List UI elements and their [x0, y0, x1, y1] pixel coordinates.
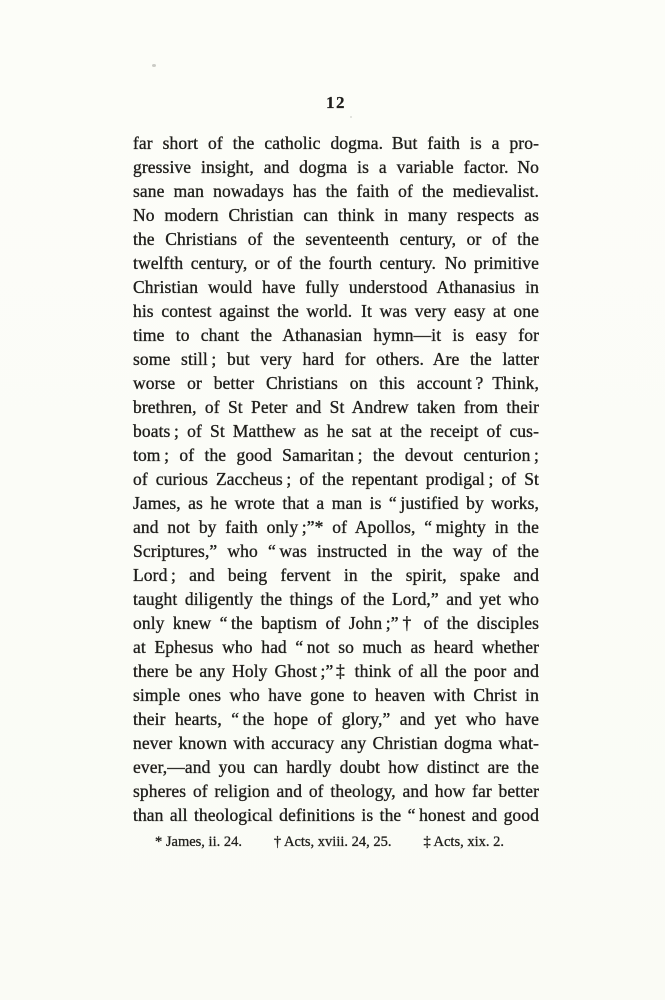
text-line: gressive insight, and dogma is a variable factor. No [133, 157, 539, 177]
text-line: twelfth century, or of the fourth century. No primitive [133, 253, 539, 273]
text-line: his contest against the world. It was very easy at one [133, 301, 539, 321]
text-line: brethren, of St Peter and St Andrew taken from their [133, 397, 539, 417]
text-line: simple ones who have gone to heaven with Christ in [133, 685, 539, 705]
body-text [133, 131, 539, 827]
text-line: some still ; but very hard for others. Are the latter [133, 349, 539, 369]
text-line: never known with accuracy any Christian dogma what- [133, 733, 539, 753]
text-line: James, as he wrote that a man is “ justified by works, [133, 493, 539, 513]
footnote-acts-xix: ‡ Acts, xix. 2. [423, 834, 504, 850]
scan-speck [350, 116, 352, 118]
text-line: their hearts, “ the hope of glory,” and yet who have [133, 709, 539, 729]
footnote-james: * James, ii. 24. [155, 834, 242, 850]
text-line: No modern Christian can think in many respects as [133, 205, 539, 225]
text-line: of curious Zaccheus ; of the repentant prodigal ; of St [133, 469, 539, 489]
text-line: boats ; of St Matthew as he sat at the receipt of cus- [133, 421, 539, 441]
text-line: at Ephesus who had “ not so much as heard whether [133, 637, 539, 657]
text-line: and not by faith only ;”* of Apollos, “ mighty in the [133, 517, 539, 537]
text-line: time to chant the Athanasian hymn—it is easy for [133, 325, 539, 345]
text-line: worse or better Christians on this account ? Think, [133, 373, 539, 393]
text-line: tom ; of the good Samaritan ; the devout centurion ; [133, 445, 539, 465]
text-line: than all theological definitions is the “ honest and good [133, 805, 539, 825]
text-line: far short of the catholic dogma. But faith is a pro- [133, 133, 539, 153]
footnote-acts-xviii: † Acts, xviii. 24, 25. [273, 834, 392, 850]
text-line: spheres of religion and of theology, and how far better [133, 781, 539, 801]
text-line: only knew “ the baptism of John ;”† of the disciples [133, 613, 539, 633]
text-line: Christian would have fully understood Athanasius in [133, 277, 539, 297]
text-line: the Christians of the seventeenth century, or of the [133, 229, 539, 249]
page-number: 12 [326, 93, 346, 112]
text-line: Lord ; and being fervent in the spirit, spake and [133, 565, 539, 585]
text-line: Scriptures,” who “ was instructed in the way of the [133, 541, 539, 561]
text-line: taught diligently the things of the Lord,” and yet who [133, 589, 539, 609]
scan-speck [152, 64, 156, 67]
footnotes [155, 832, 504, 852]
text-line: there be any Holy Ghost ;”‡ think of all the poor and [133, 661, 539, 681]
text-line: ever,—and you can hardly doubt how distinct are the [133, 757, 539, 777]
text-line: sane man nowadays has the faith of the medievalist. [133, 181, 539, 201]
